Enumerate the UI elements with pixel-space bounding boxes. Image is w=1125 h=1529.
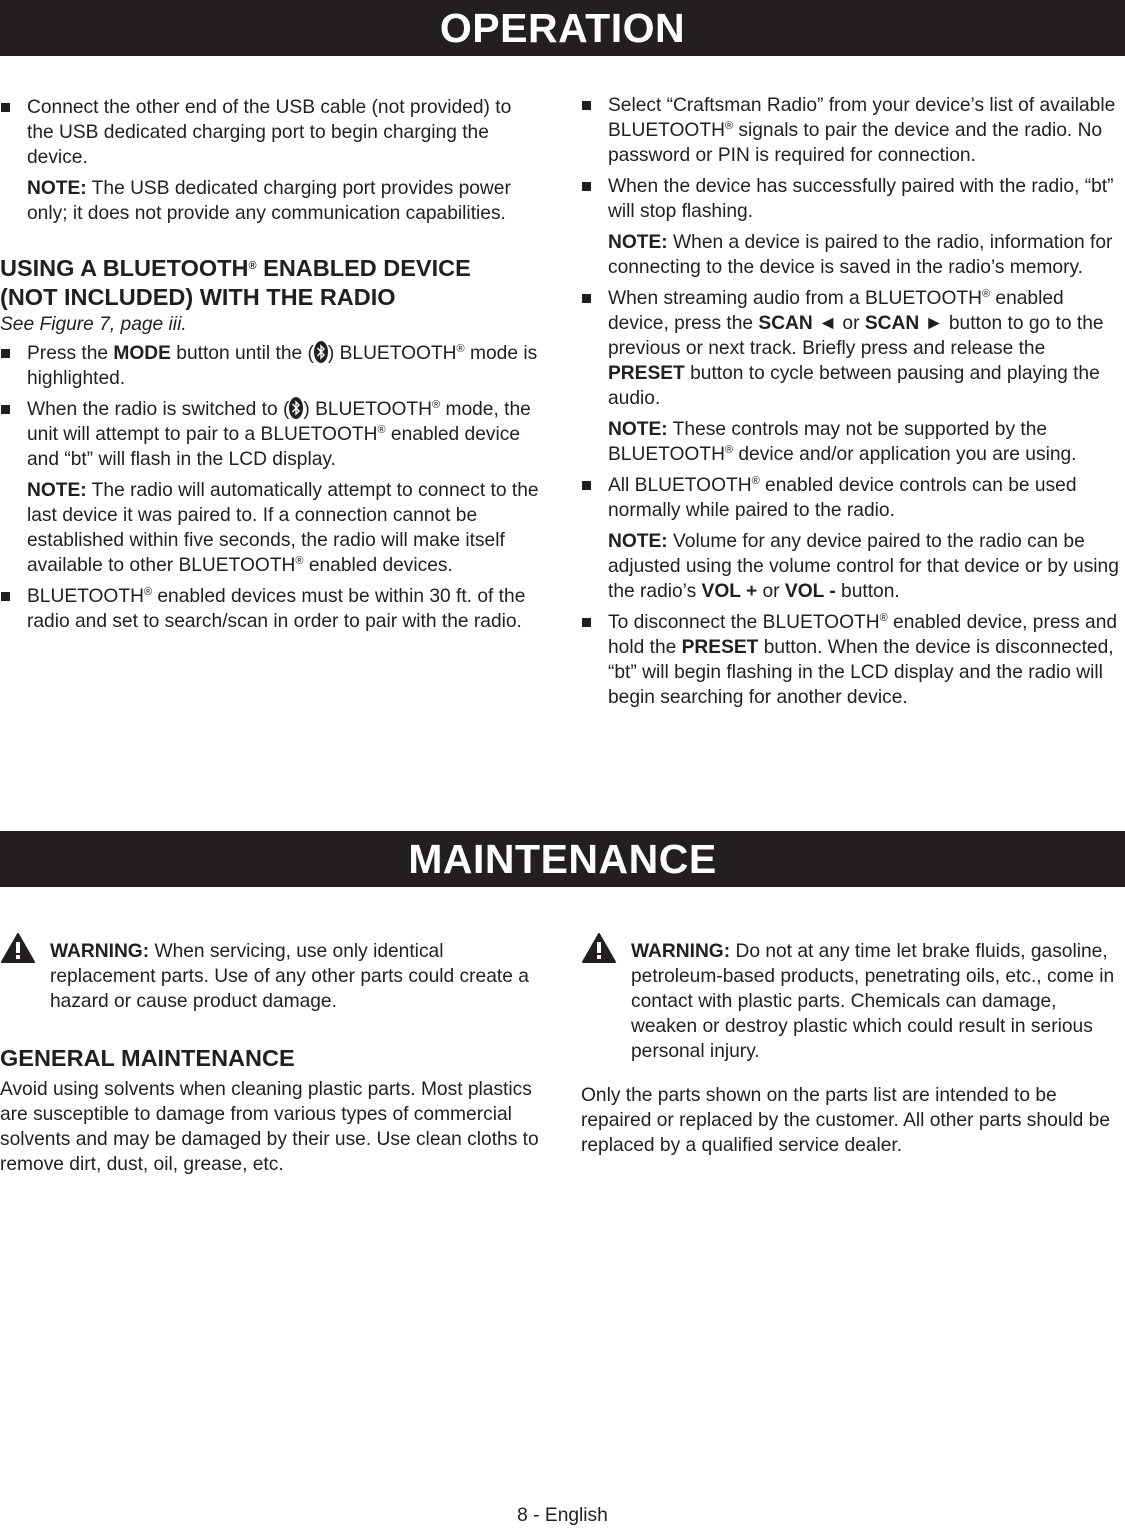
bluetooth-icon — [314, 341, 328, 363]
list-item: BLUETOOTH® enabled devices must be within 30 ft. of the radio and set to search/scan in order to pair with the radio. — [0, 584, 540, 634]
square-bullet-icon — [1, 405, 10, 414]
note: NOTE: When a device is paired to the radio, information for connecting to the device is saved in the radio’s memory. — [608, 232, 1113, 278]
general-maintenance-text: Avoid using solvents when cleaning plastic parts. Most plastics are susceptible to damage from various types of commercial solvents and may be damaged by their use. Use clean cloths to remove dirt, dust, oil, grease, etc. — [0, 1079, 539, 1175]
list-item: To disconnect the BLUETOOTH® enabled device, press and hold the PRESET button. When the device is disconnected, “bt” will begin flashing in the LCD display and the radio will begin searching for another device. — [581, 610, 1125, 710]
square-bullet-icon — [582, 294, 591, 303]
operation-banner — [0, 0, 1125, 56]
operation-title: OPERATION — [439, 5, 686, 51]
note: NOTE: The radio will automatically attempt to connect to the last device it was paired to. If a connection cannot be established within five seconds, the radio will make itself available to other BLUETOOTH® enabled devices. — [27, 480, 539, 576]
square-bullet-icon — [582, 618, 591, 627]
warning-triangle-icon — [581, 932, 617, 964]
square-bullet-icon — [1, 103, 10, 112]
maintenance-right-column — [581, 939, 1125, 1158]
warning-block: WARNING: When servicing, use only identical replacement parts. Use of any other parts could create a hazard or cause product damage. — [0, 939, 540, 1014]
maintenance-left-column — [0, 939, 540, 1177]
square-bullet-icon — [1, 592, 10, 601]
note: NOTE: The USB dedicated charging port provides power only; it does not provide any communication capabilities. — [27, 178, 511, 224]
square-bullet-icon — [582, 101, 591, 110]
bluetooth-icon — [289, 397, 303, 419]
operation-right-column — [581, 93, 1125, 716]
list-item: Press the MODE button until the ( ) BLUETOOTH® mode is highlighted. — [0, 341, 540, 391]
note: NOTE: Volume for any device paired to the radio can be adjusted using the volume control for that device or by using the radio’s VOL + or VOL - button. — [608, 531, 1119, 602]
general-maintenance-heading: GENERAL MAINTENANCE — [0, 1045, 295, 1071]
list-item: Select “Craftsman Radio” from your device’s list of available BLUETOOTH® signals to pair the device and the radio. No password or PIN is required for connection. — [581, 93, 1125, 168]
warning-block: WARNING: Do not at any time let brake fluids, gasoline, petroleum-based products, penetrating oils, etc., come in contact with plastic parts. Chemicals can damage, weaken or destroy plastic which could result in serious personal injury. — [581, 939, 1125, 1064]
list-item: When the device has successfully paired with the radio, “bt” will stop flashing. — [581, 174, 1125, 224]
maintenance-banner — [0, 831, 1125, 887]
page-footer: 8 - English — [517, 1505, 608, 1526]
square-bullet-icon — [582, 182, 591, 191]
operation-left-column — [0, 95, 540, 640]
square-bullet-icon — [582, 481, 591, 490]
list-item: All BLUETOOTH® enabled device controls can be used normally while paired to the radio. — [581, 473, 1125, 523]
list-item: When the radio is switched to ( ) BLUETOOTH® mode, the unit will attempt to pair to a BLUETOOTH® enabled device and “bt” will flash in the LCD display. — [0, 397, 540, 472]
parts-text: Only the parts shown on the parts list are intended to be repaired or replaced by the customer. All other parts should be replaced by a qualified service dealer. — [581, 1085, 1111, 1156]
section-heading-bluetooth: USING A BLUETOOTH® ENABLED DEVICE (NOT INCLUDED) WITH THE RADIO — [0, 255, 471, 310]
warning-triangle-icon — [0, 932, 36, 964]
note: NOTE: These controls may not be supported by the BLUETOOTH® device and/or application you are using. — [608, 419, 1077, 465]
list-item: When streaming audio from a BLUETOOTH® enabled device, press the SCAN ◄ or SCAN ► button to go to the previous or next track. Briefly press and release the PRESET button to cycle between pausing and playing the audio. — [581, 286, 1125, 411]
maintenance-title: MAINTENANCE — [408, 836, 717, 882]
figure-reference: See Figure 7, page iii. — [0, 314, 187, 335]
list-item: Connect the other end of the USB cable (not provided) to the USB dedicated charging port to begin charging the device. — [0, 95, 540, 170]
square-bullet-icon — [1, 349, 10, 358]
